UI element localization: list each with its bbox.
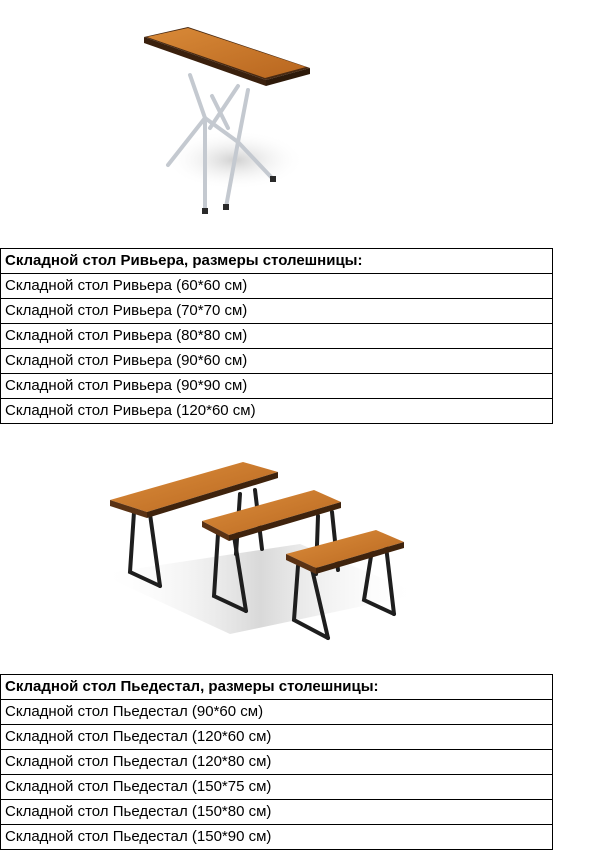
riviera-table-header: Складной стол Ривьера, размеры столешницы: [1, 249, 553, 274]
pedestal-table-header: Складной стол Пьедестал, размеры столешницы: [1, 675, 553, 700]
riviera-size-row: Складной стол Ривьера (120*60 см) [1, 399, 553, 424]
riviera-size-row: Складной стол Ривьера (60*60 см) [1, 274, 553, 299]
pedestal-size-row: Складной стол Пьедестал (150*75 см) [1, 775, 553, 800]
pedestal-size-row: Складной стол Пьедестал (120*80 см) [1, 750, 553, 775]
pedestal-folding-tables-image [0, 424, 553, 674]
pedestal-sizes-table [0, 674, 553, 850]
pedestal-size-row: Складной стол Пьедестал (150*80 см) [1, 800, 553, 825]
riviera-folding-table-image [0, 0, 553, 248]
pedestal-tables-photo [0, 424, 553, 674]
pedestal-size-row: Складной стол Пьедестал (150*90 см) [1, 825, 553, 850]
riviera-size-row: Складной стол Ривьера (70*70 см) [1, 299, 553, 324]
pedestal-size-row: Складной стол Пьедестал (120*60 см) [1, 725, 553, 750]
riviera-size-row: Складной стол Ривьера (80*80 см) [1, 324, 553, 349]
riviera-size-row: Складной стол Ривьера (90*90 см) [1, 374, 553, 399]
riviera-table-photo [0, 0, 553, 248]
riviera-size-row: Складной стол Ривьера (90*60 см) [1, 349, 553, 374]
riviera-sizes-table [0, 248, 553, 424]
pedestal-size-row: Складной стол Пьедестал (90*60 см) [1, 700, 553, 725]
